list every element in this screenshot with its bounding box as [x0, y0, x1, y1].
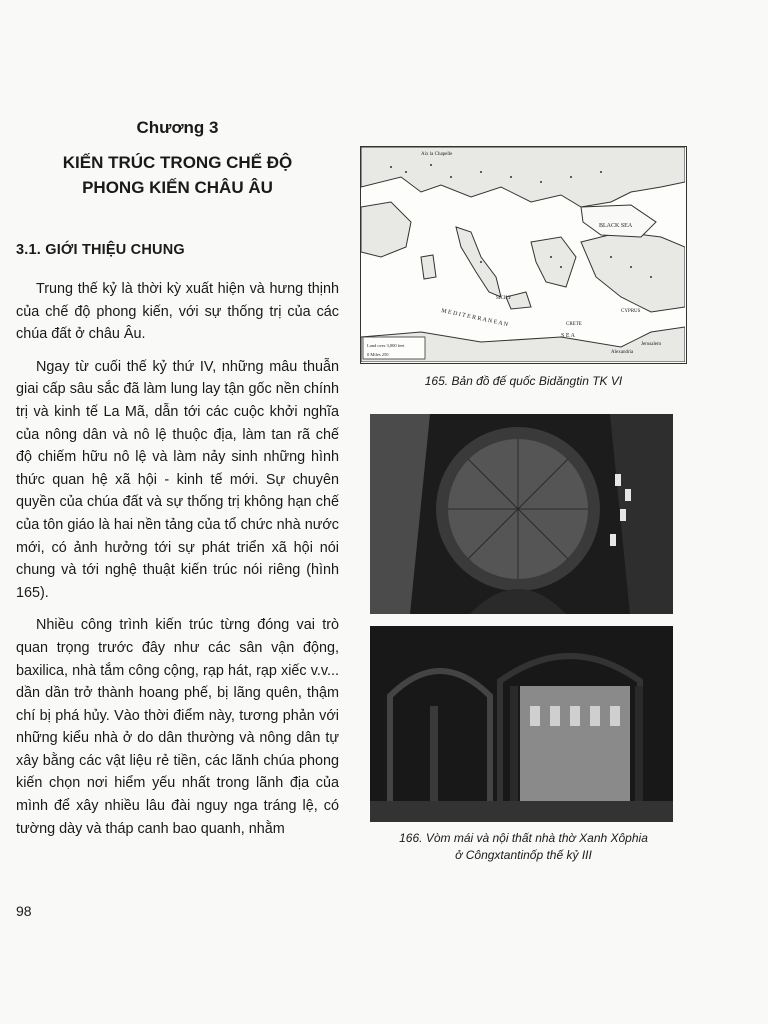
interior-photo	[370, 626, 673, 822]
map-label-black-sea: BLACK SEA	[599, 223, 633, 229]
map-label-sea: S E A	[561, 333, 576, 339]
map-label-aix: Aix la Chapelle	[421, 152, 453, 157]
paragraph-2: Ngay từ cuối thế kỷ thứ IV, những mâu thuẫn giai cấp sâu sắc đã làm lung lay tận gốc nền chính trị và kinh tế La Mã, dẫn tới các cuộc khởi nghĩa của nông dân và nô lệ thuộc địa, làm tan rã chế độ chiếm hữu nô lệ và làm nảy sinh những hình thức quan hệ xã hội - kinh tế mới. Sự chuyên quyền của chúa đất và sự thống trị không hạn chế của tôn giáo là hai nền tảng của tổ chức nhà nước mới, có ảnh hưởng tới sự phát triển xã hội nói chung và tới nghệ thuật kiến trúc nói riêng (hình 165).	[16, 358, 339, 601]
body-text	[16, 278, 339, 850]
caption-166	[360, 830, 687, 864]
map-label-cyprus: CYPRUS	[621, 309, 641, 314]
chapter-label: Chương 3	[136, 118, 219, 137]
title-line-2: PHONG KIẾN CHÂU ÂU	[82, 178, 273, 197]
map-legend-land: Land over 3,000 feet	[367, 343, 405, 348]
map-label-sicily: SICILY	[496, 296, 512, 301]
map-label-mediterranean: M E D I T E R R A N E A N	[440, 308, 509, 329]
caption-166-line-2: ở Côngxtantinốp thế kỷ III	[455, 848, 592, 862]
map-legend-scale: 0 Miles 250	[367, 352, 389, 357]
byzantine-map-image	[360, 146, 687, 364]
section-heading: 3.1. GIỚI THIỆU CHUNG	[16, 242, 185, 258]
paragraph-3: Nhiều công trình kiến trúc từng đóng vai trò quan trọng trước đây như các sân vận động, baxilica, nhà tắm công cộng, rạp hát, rạp xiếc v.v... dần dần trở thành hoang phế, bị lãng quên, thậm chí bị phá hủy. Vào thời điểm này, tương phản với những kiểu nhà ở do dân thường và nông dân tự xây bằng các vật liệu rẻ tiền, các lãnh chúa phong kiến chọn nơi hiểm yếu nhất trong lãnh địa của mình để xây nhiều lâu đài nguy nga tráng lệ, có tường dày và tháp canh bao quanh, nhằm	[16, 617, 339, 837]
dome-photo	[370, 414, 673, 614]
map-label-crete: CRETE	[566, 322, 582, 327]
caption-165: 165. Bản đồ đế quốc Bidăngtin TK VI	[424, 374, 623, 388]
title-line-1: KIẾN TRÚC TRONG CHẾ ĐỘ	[62, 153, 293, 172]
paragraph-1: Trung thế kỷ là thời kỳ xuất hiện và hưng thịnh của chế độ phong kiến, với sự thống trị của các chúa đất ở châu Âu.	[16, 281, 339, 343]
chapter-title	[0, 150, 355, 200]
map-label-jerusalem: Jerusalem	[641, 342, 661, 347]
map-label-alexandria: Alexandria	[611, 350, 634, 355]
page-number: 98	[16, 903, 32, 919]
caption-166-line-1: 166. Vòm mái và nội thất nhà thờ Xanh Xôphia	[399, 831, 648, 845]
